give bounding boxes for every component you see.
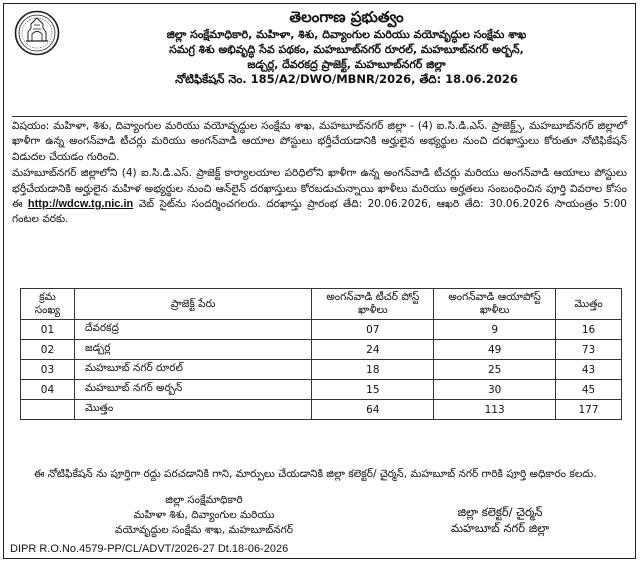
- cell-teacher-sum: 64: [312, 400, 434, 420]
- cell-serial: 03: [21, 360, 75, 380]
- header-project-name: ప్రాజెక్ట్ పేరు: [74, 289, 312, 320]
- cell-teacher: 07: [312, 320, 434, 340]
- table-total-row: [21, 400, 622, 420]
- cell-grand-total: 177: [556, 400, 622, 420]
- table-row: [21, 320, 622, 340]
- cell-project: మహబూబ్ నగర్ రూరల్: [74, 360, 312, 380]
- signature-left-line1: జిల్లా సంక్షేమాధికారి: [165, 494, 243, 506]
- signature-left-line3: వయోవృద్ధుల సంక్షేమ శాఖ, మహబూబ్‌నగర్: [115, 524, 293, 536]
- department-name: జిల్లా సంక్షేమాధికారి, మహిళా, శిశు, దివ్యాంగుల మరియు వయోవృద్ధుల సంక్షేమ శాఖ: [166, 28, 527, 41]
- notification-body: [12, 119, 627, 228]
- details-paragraph: [12, 166, 627, 228]
- govt-title: తెలంగాణ ప్రభుత్వం: [289, 8, 404, 26]
- cell-serial: 04: [21, 380, 75, 400]
- document-header: [64, 8, 629, 87]
- details-dates: వెబ్ సైట్‌ను సందర్శించగలరు. దరఖాస్తు ప్రారంభ తేది: 20.06.2026, ఆఖరి తేది: 30.06.2026 సాయంత్రం 5:00 గంటల వరకు.: [12, 198, 627, 226]
- header-serial-number: క్రమ సంఖ్య: [21, 289, 75, 320]
- cell-aaya: 49: [434, 340, 556, 360]
- cell-total: 45: [556, 380, 622, 400]
- header-total: మొత్తం: [556, 289, 622, 320]
- cell-project: దేవరకద్ర: [74, 320, 312, 340]
- cell-aaya: 9: [434, 320, 556, 340]
- cell-total-label: మొత్తం: [74, 400, 312, 420]
- dipr-reference: DIPR R.O.No.4579-PP/CL/ADVT/2026-27 Dt.18-06-2026: [10, 543, 289, 555]
- signature-right-line1: జిల్లా కలెక్టర్/ చైర్మన్: [457, 505, 543, 519]
- notification-number: నోటిఫికేషన్ నెం. 185/A2/DWO/MBNR/2026, తేది: 18.06.2026: [175, 72, 518, 86]
- telangana-state-emblem-icon: [14, 10, 60, 56]
- header-aaya-vacancies: అంగన్‌వాడి ఆయాపోస్ట్ ఖాళీలు: [434, 289, 556, 320]
- cell-total: 43: [556, 360, 622, 380]
- table-row: [21, 360, 622, 380]
- header-divider: [12, 116, 627, 117]
- details-text: మహబూబ్‌నగర్ జిల్లాలోని (4) ఐ.సి.డి.ఎస్. ప్రాజెక్ట్ కార్యాలయాల పరిధిలోని ఖాళీగా ఉన్న అంగన్‌వాడి టీచర్లు మరియు అంగన్‌వాడి ఆయాలు పోస్టులు భర్తీచేయడానికి అర్హులైన మహిళ అభ్యర్థుల నుంచి ఆన్‌లైన్ దరఖాస్తులు కోరబడుచున్నాయి ఖాళీలు మరియు అర్హతలు సంబంధించిన పూర్తి వివరాల కోసం ఈ: [12, 167, 627, 211]
- website-link[interactable]: http://wdcw.tg.nic.in: [27, 198, 134, 211]
- projects-district: జడ్చర్ల, దేవరకద్ర ప్రాజెక్ట్, మహబూబ్‌నగర్ జిల్లా: [247, 58, 446, 71]
- cell-aaya: 30: [434, 380, 556, 400]
- cell-teacher: 18: [312, 360, 434, 380]
- table-header-row: [21, 289, 622, 320]
- cell-project: మహబూబ్ నగర్ అర్బన్: [74, 380, 312, 400]
- cell-teacher: 24: [312, 340, 434, 360]
- cell-total: 16: [556, 320, 622, 340]
- authority-note: ఈ నోటిఫికేషన్ ను పూర్తిగా రద్దు పరచడానికి గాని, మార్పులు చేయడానికి జిల్లా కలెక్టర్/ చైర్మన్, మహబూబ్ నగర్ గారికి పూర్తి అధికారం కలదు.: [34, 467, 597, 480]
- scheme-projects: సమగ్ర శిశు అభివృద్ధి సేవ పథకం, మహబూబ్‌నగర్ రూరల్, మహబూబ్‌నగర్ అర్బన్,: [169, 43, 524, 56]
- cell-teacher: 15: [312, 380, 434, 400]
- notification-document: [3, 3, 636, 559]
- cell-aaya-sum: 113: [434, 400, 556, 420]
- cell-empty: [21, 400, 75, 420]
- subject-paragraph: విషయం: మహిళా, శిశు, దివ్యాంగుల మరియు వయోవృద్ధుల సంక్షేమ శాఖ, మహబూబ్‌నగర్ జిల్లా - (4) ఐ.సి.డి.ఎస్. ప్రాజెక్ట్స్, మహబూబ్‌నగర్ జిల్లాలో ఖాళీగా ఉన్న అంగన్‌వాడి టీచర్లు మరియు అంగన్‌వాడి ఆయాల పోస్టులు భర్తీచేయడానికి అర్హులైన అభ్యర్థుల నుంచి దరఖాస్తులు కోరుతూ నోటిఫికేషన్ విడుదల చేయడం గురించి.: [12, 120, 627, 163]
- cell-project: జడ్చర్ల: [74, 340, 312, 360]
- cell-aaya: 25: [434, 360, 556, 380]
- cell-serial: 01: [21, 320, 75, 340]
- signature-district-welfare-officer: [74, 493, 334, 538]
- cell-serial: 02: [21, 340, 75, 360]
- vacancy-table: [20, 288, 622, 420]
- signature-right-line2: మహబూబ్ నగర్ జిల్లా: [450, 521, 550, 535]
- signature-district-collector: [405, 504, 595, 536]
- table-row: [21, 380, 622, 400]
- cell-total: 73: [556, 340, 622, 360]
- table-row: [21, 340, 622, 360]
- signature-left-line2: మహిళా శిశు, దివ్యాంగుల మరియు: [133, 509, 275, 521]
- header-teacher-vacancies: అంగన్‌వాడి టీచర్ పోస్ట్ ఖాళీలు: [312, 289, 434, 320]
